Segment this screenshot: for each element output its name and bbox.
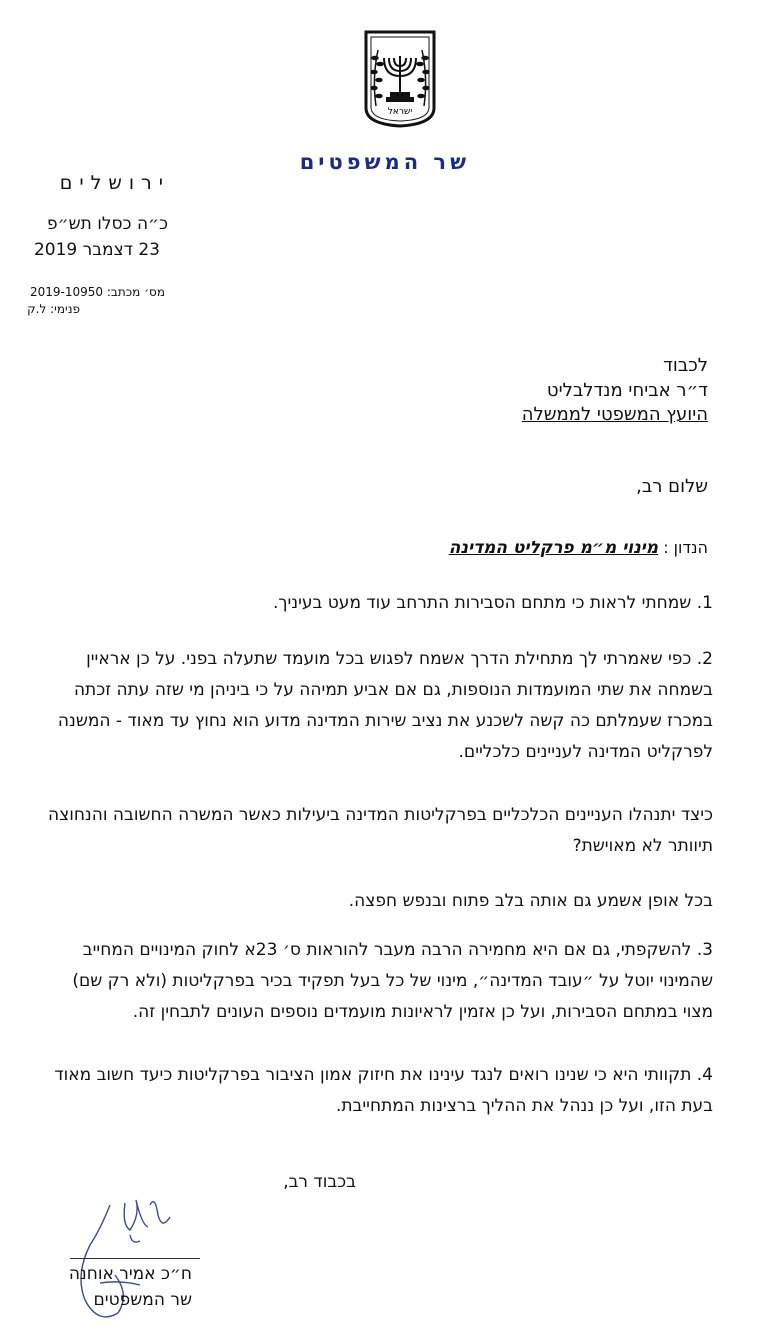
ref-label: מס׳ מכתב: xyxy=(106,285,165,299)
recipient-name: ד״ר אביחי מנדלבליט xyxy=(546,380,708,401)
paragraph-4: בכל אופן אשמע גם אותה בלב פתוח ובנפש חפצה. xyxy=(348,891,713,911)
signature-line xyxy=(70,1258,200,1259)
recipient-salutation: לכבוד xyxy=(663,355,708,376)
paragraph-3: כיצד יתנהלו העניינים הכלכליים בפרקליטות המדינה ביעילות כאשר המשרה החשובה והנחוצה תיוותר לא מאוישת? xyxy=(48,805,713,856)
state-emblem-icon xyxy=(360,28,440,128)
greeting: שלום רב, xyxy=(636,476,708,497)
letter-reference xyxy=(10,285,165,299)
paragraph-5: 3. להשקפתי, גם אם היא מחמירה הרבה מעבר להוראות ס׳ 23א לחוק המינויים המחייב שהמינוי יוטל על ״עובד המדינה״, מינוי של כל בעל תפקיד בכיר בפרקליטות (ולא רק שם) מצוי במתחם הסבירות, ועל כן אזמין לראיונות מועמדים נוספים העונים לתבחין זה. xyxy=(72,940,713,1022)
closing-regards: בכבוד רב, xyxy=(283,1172,356,1192)
signer-title: שר המשפטים xyxy=(93,1290,192,1310)
recipient-title: היועץ המשפטי לממשלה xyxy=(521,404,708,425)
emblem-text: ישראל xyxy=(387,107,413,117)
subject-line xyxy=(449,538,708,558)
signer-name: ח״כ אמיר אוחנה xyxy=(68,1264,192,1284)
paragraph-2: 2. כפי שאמרתי לך מתחילת הדרך אשמח לפגוש בכל מועמד שתעלה בפני. על כן אראיין בשמחה את שתי המועמדות הנוספות, גם אם אביע תמיהה על כי ביניהן מי שזה עתה זכתה במכרז שעמלתם כה קשה לשכנע את נציב שירות המדינה מדוע הוא נחוץ עד מאוד - המשנה לפרקליט המדינה לעניינים כלכליים. xyxy=(57,649,713,762)
subject-label: הנדון : xyxy=(663,538,708,557)
gregorian-date: 23 דצמבר 2019 xyxy=(33,240,160,260)
ministry-title: שר המשפטים xyxy=(299,150,470,174)
hebrew-date: כ״ה כסלו תש״פ xyxy=(47,214,168,234)
handwritten-signature xyxy=(70,1185,190,1335)
paragraph-6: 4. תקוותי היא כי שנינו רואים לנגד עינינו את חיזוק אמון הציבור בפרקליטות כיעד חשוב מאוד בעת הזו, ועל כן ננהל את ההליך ברצינות המתחייבת. xyxy=(54,1065,713,1116)
internal-reference: פנימי: ל.ק xyxy=(27,302,80,316)
subject-text: מינוי מ״מ פרקליט המדינה xyxy=(448,538,659,558)
paragraph-1: 1. שמחתי לראות כי מתחם הסבירות התרחב עוד מעט בעיניך. xyxy=(272,593,713,613)
city: ירושלים xyxy=(59,172,170,194)
ref-number: 2019-10950 xyxy=(30,285,104,299)
